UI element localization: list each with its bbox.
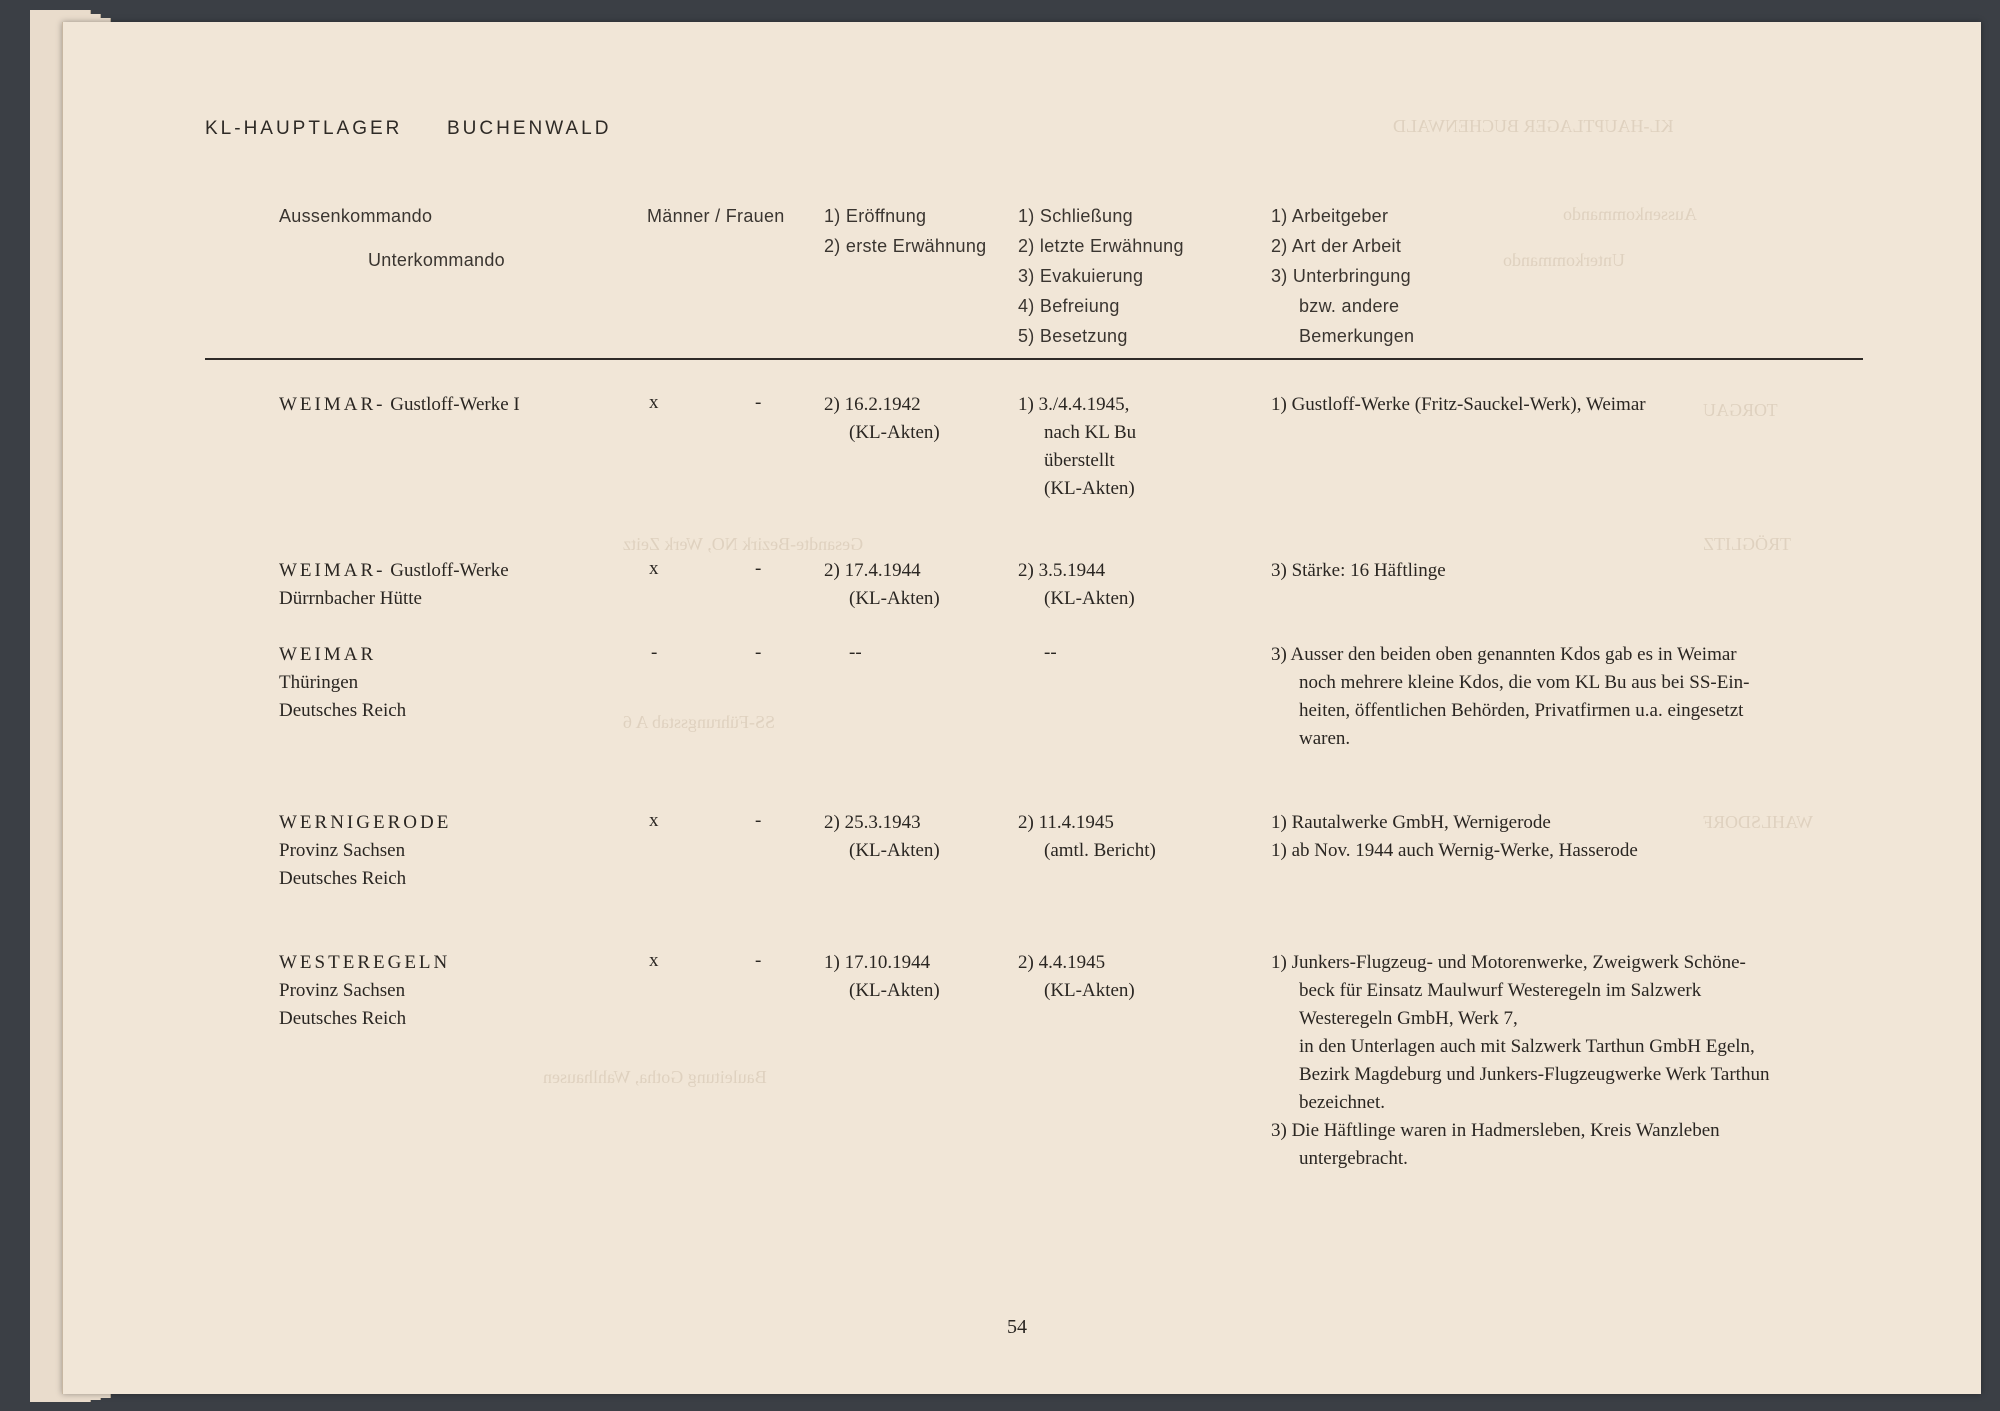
- col-close-4: 4) Befreiung: [1018, 296, 1120, 316]
- col-remarks-4: bzw. andere: [1299, 296, 1400, 316]
- col-unterkommando: Unterkommando: [368, 250, 505, 270]
- row-remarks: untergebracht.: [1299, 1148, 1408, 1169]
- row-men: x: [649, 558, 659, 579]
- row-remarks: 3) Ausser den beiden oben genannten Kdos gab es in Weimar: [1271, 644, 1737, 665]
- row-name-caps: WEIMAR-: [279, 560, 386, 581]
- row-remarks: noch mehrere kleine Kdos, die vom KL Bu aus bei SS-Ein-: [1299, 672, 1750, 693]
- row-close: 2) 3.5.1944: [1018, 560, 1106, 581]
- row-close: --: [1044, 642, 1057, 663]
- col-open-1: 1) Eröffnung: [824, 206, 927, 226]
- row-women: -: [755, 950, 762, 971]
- col-aussenkommando: Aussenkommando: [279, 206, 433, 226]
- row-name-line: Deutsches Reich: [279, 868, 407, 889]
- row-name-line: Deutsches Reich: [279, 1008, 407, 1029]
- row-women: -: [755, 810, 762, 831]
- row-open: (KL-Akten): [849, 980, 940, 1001]
- row-remarks: 1) ab Nov. 1944 auch Wernig-Werke, Hasserode: [1271, 840, 1638, 861]
- col-close-1: 1) Schließung: [1018, 206, 1133, 226]
- header-rule: [205, 358, 1863, 360]
- col-remarks-3: 3) Unterbringung: [1271, 266, 1411, 286]
- page-number: 54: [1007, 1316, 1027, 1338]
- col-remarks-5: Bemerkungen: [1299, 326, 1415, 346]
- row-name-line: Dürrnbacher Hütte: [279, 588, 422, 609]
- col-remarks-2: 2) Art der Arbeit: [1271, 236, 1402, 256]
- row-open: (KL-Akten): [849, 588, 940, 609]
- row-name-line: Provinz Sachsen: [279, 840, 406, 861]
- row-remarks: 1) Gustloff-Werke (Fritz-Sauckel-Werk), Weimar: [1271, 394, 1646, 415]
- row-name-caps: WERNIGERODE: [279, 812, 452, 833]
- row-men: -: [651, 642, 658, 663]
- row-remarks: 1) Rautalwerke GmbH, Wernigerode: [1271, 812, 1551, 833]
- row-men: x: [649, 950, 659, 971]
- row-close: (KL-Akten): [1044, 478, 1135, 499]
- row-name-rest: Gustloff-Werke: [390, 560, 509, 581]
- col-close-2: 2) letzte Erwähnung: [1018, 236, 1184, 256]
- row-open: 1) 17.10.1944: [824, 952, 931, 973]
- row-name-caps: WEIMAR: [279, 644, 377, 665]
- row-name-caps: WESTEREGELN: [279, 952, 451, 973]
- header-title-right: BUCHENWALD: [447, 118, 612, 139]
- row-men: x: [649, 810, 659, 831]
- row-close: (KL-Akten): [1044, 980, 1135, 1001]
- row-name-rest: Gustloff-Werke I: [390, 394, 520, 415]
- row-close: überstellt: [1044, 450, 1115, 471]
- row-remarks: 3) Die Häftlinge waren in Hadmersleben, Kreis Wanzleben: [1271, 1120, 1720, 1141]
- header-title-left: KL-HAUPTLAGER: [205, 118, 403, 139]
- col-open-2: 2) erste Erwähnung: [824, 236, 987, 256]
- row-remarks: bezeichnet.: [1299, 1092, 1385, 1113]
- row-close: (amtl. Bericht): [1044, 840, 1156, 861]
- col-close-3: 3) Evakuierung: [1018, 266, 1144, 286]
- row-name-line: Provinz Sachsen: [279, 980, 406, 1001]
- row-open: 2) 16.2.1942: [824, 394, 921, 415]
- row-remarks: beck für Einsatz Maulwurf Westeregeln im Salzwerk: [1299, 980, 1702, 1001]
- row-open: --: [849, 642, 862, 663]
- row-women: -: [755, 642, 762, 663]
- table-row-name: [279, 560, 509, 582]
- row-close: 1) 3./4.4.1945,: [1018, 394, 1130, 415]
- row-remarks: Westeregeln GmbH, Werk 7,: [1299, 1008, 1518, 1029]
- row-open: (KL-Akten): [849, 422, 940, 443]
- col-remarks-1: 1) Arbeitgeber: [1271, 206, 1389, 226]
- row-close: 2) 11.4.1945: [1018, 812, 1114, 833]
- row-remarks: in den Unterlagen auch mit Salzwerk Tarthun GmbH Egeln,: [1299, 1036, 1755, 1057]
- row-name-line: Deutsches Reich: [279, 700, 407, 721]
- row-men: x: [649, 392, 659, 413]
- row-remarks: heiten, öffentlichen Behörden, Privatfirmen u.a. eingesetzt: [1299, 700, 1744, 721]
- row-close: nach KL Bu: [1044, 422, 1137, 443]
- row-name-caps: WEIMAR-: [279, 394, 386, 415]
- row-remarks: 3) Stärke: 16 Häftlinge: [1271, 560, 1446, 581]
- col-close-5: 5) Besetzung: [1018, 326, 1128, 346]
- row-remarks: waren.: [1299, 728, 1351, 749]
- row-open: 2) 17.4.1944: [824, 560, 921, 581]
- col-maenner-frauen: Männer / Frauen: [647, 206, 785, 226]
- row-women: -: [755, 558, 762, 579]
- row-open: (KL-Akten): [849, 840, 940, 861]
- table-row-name: [279, 394, 520, 416]
- row-open: 2) 25.3.1943: [824, 812, 921, 833]
- row-name-line: Thüringen: [279, 672, 359, 693]
- document-page: KL-HAUPTLAGER BUCHENWALD Aussenkommando Unterkommando TORGAU TRÖGLITZ WAHLSDORF Gesandte-Bezirk NO, Werk Zeitz SS-Führungsstab A 6 Bauleitung Gotha, Wahlhausen KL-HAUPTLAGER BUCHENWALD Aussenkommando Unterkommando Männer / Frauen 1) Eröffnung 2) erste Erwähnung 1) Schließung 2) letzte Erwähnung 3) Evakuierung 4) Befreiung 5) Besetzung 1) Arbeitgeber 2) Art der Arbeit 3) Unterbringung bzw. andere Bemerkungen WEIMAR- Gustloff-Werke I x - 2) 16.2.1942 (KL-Akten) 1) 3./4.4.1945, nach KL Bu überstellt (KL-Akten) 1) Gustloff-Werke (Fritz-Sauckel-Werk), Weimar WEIMAR- Gustloff-Werke Dürrnbacher Hütte x - 2) 17.4.1944 (KL-Akten) 2) 3.5.1944 (KL-Akten) 3) Stärke: 16 Häftlinge WEIMAR Thüringen Deutsches Reich - - -- -- 3) Ausser den beiden oben genannten Kdos gab es in Weimar noch mehrere kleine Kdos, die vom KL Bu aus bei SS-Ein- heiten, öffentlichen Behörden, Privatfirmen u.a. eingesetzt waren. WERNIGERODE Provinz Sachsen Deutsches Reich x - 2) 25.3.1943 (KL-Akten) 2) 11.4.1945 (amtl. Bericht) 1) Rautalwerke GmbH, Wernigerode 1) ab Nov. 1944 auch Wernig-Werke, Hasserode WESTEREGELN Provinz Sachsen Deutsches Reich x - 1) 17.10.1944 (KL-Akten) 2) 4.4.1945 (KL-Akten) 1) Junkers-Flugzeug- und Motorenwerke, Zweigwerk Schöne- beck für Einsatz Maulwurf Westeregeln im Salzwerk Westeregeln GmbH, Werk 7, in den Unterlagen auch mit Salzwerk Tarthun GmbH Egeln, Bezirk Magdeburg und Junkers-Flugzeugwerke Werk Tarthun bezeichnet. 3) Die Häftlinge waren in Hadmersleben, Kreis Wanzleben untergebracht. 54: [62, 22, 1981, 1394]
- row-close: 2) 4.4.1945: [1018, 952, 1106, 973]
- row-women: -: [755, 392, 762, 413]
- row-remarks: 1) Junkers-Flugzeug- und Motorenwerke, Zweigwerk Schöne-: [1271, 952, 1746, 973]
- row-remarks: Bezirk Magdeburg und Junkers-Flugzeugwerke Werk Tarthun: [1299, 1064, 1770, 1085]
- row-close: (KL-Akten): [1044, 588, 1135, 609]
